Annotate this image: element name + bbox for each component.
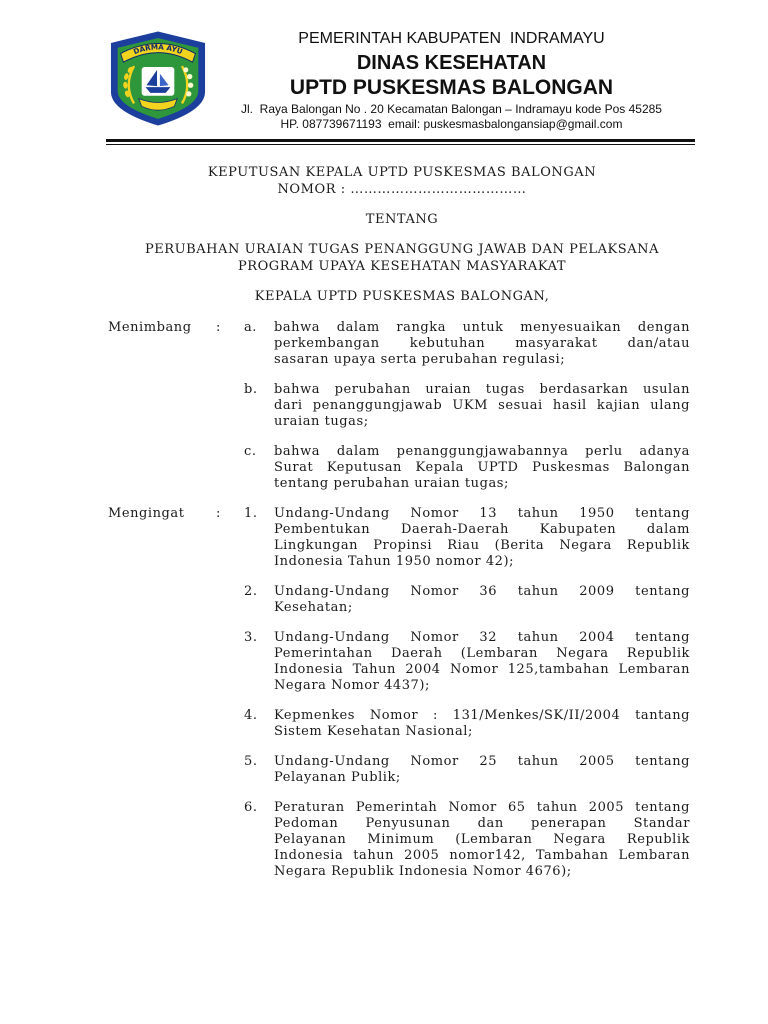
item-marker: b. [244,382,258,397]
colon-spacer [216,754,244,786]
item-marker: 6. [244,800,258,815]
logo-cotton-boll [186,91,191,96]
colon-spacer [216,382,244,430]
item-line: sasaran upaya serta perubahan regulasi; [274,352,566,367]
unit-name: UPTD PUSKESMAS BALONGAN [289,76,614,99]
item-line: Undang-Undang Nomor 13 tahun 1950 tentang [274,506,690,521]
item-text [274,630,690,694]
label-spacer [108,800,216,880]
decree-issuer: KEPALA UPTD PUSKESMAS BALONGAN, [254,289,550,304]
legal-basis-item [108,754,690,786]
item-line: bahwa perubahan uraian tugas berdasarkan usulan [274,382,690,397]
legal-basis-item [108,800,690,880]
item-line: Undang-Undang Nomor 36 tahun 2009 tentang [274,584,690,599]
colon-spacer [216,708,244,740]
colon-spacer [216,584,244,616]
item-line: Pelayanan Publik; [274,770,401,785]
item-line: Undang-Undang Nomor 32 tahun 2004 tentang [274,630,690,645]
item-line: bahwa dalam penanggungjawabannya perlu adanya [274,444,690,459]
item-marker: c. [244,444,257,459]
agency-name: DINAS KESEHATAN [356,52,547,74]
item-line: Pelayanan Minimum (Lembaran Negara Republik [274,832,690,847]
decree-about-heading: TENTANG [365,212,439,227]
logo-cotton-boll [188,83,193,88]
colon-spacer [216,444,244,492]
considering-item [108,382,690,430]
decree-title: KEPUTUSAN KEPALA UPTD PUSKESMAS BALONGAN [207,165,597,180]
item-line: Undang-Undang Nomor 25 tahun 2005 tentang [274,754,690,769]
considering-item [108,444,690,492]
item-line: Pembentukan Daerah-Daerah Kabupaten dalam [274,522,690,537]
section-label: Mengingat [108,506,185,521]
decree-subject-line: PROGRAM UPAYA KESEHATAN MASYARAKAT [237,259,567,274]
item-line: Negara Republik Indonesia Nomor 4676); [274,864,572,879]
label-spacer [108,584,216,616]
item-text [274,320,690,368]
item-text [274,444,690,492]
item-line: Indonesia tahun 2005 nomor142, Tambahan Lembaran [274,848,690,863]
item-line: Lingkungan Propinsi Riau (Berita Negara Republik [274,538,690,553]
label-spacer [108,708,216,740]
item-line: tentang perubahan uraian tugas; [274,476,509,491]
logo-ribbon-textpath: DARMA AYU [132,42,184,57]
item-marker: 1. [244,506,258,521]
letterhead-rule [106,139,695,145]
item-line: Negara Nomor 4437); [274,678,430,693]
decree-subject [106,241,698,275]
item-marker: 5. [244,754,258,769]
legal-basis-item [108,506,690,570]
item-line: Sistem Kesehatan Nasional; [274,724,473,739]
legal-basis-item [108,630,690,694]
item-text [274,382,690,430]
item-text [274,506,690,570]
regency-emblem-logo [110,30,206,127]
item-text [274,584,690,616]
item-text [274,754,690,786]
contact-line: HP. 087739671193 email: puskesmasbalongansiap@gmail.com [280,117,623,131]
section-colon: : [216,506,221,521]
item-line: Surat Keputusan Kepala UPTD Puskesmas Balongan [274,460,690,475]
legal-basis-item [108,584,690,616]
decree-number: NOMOR : ………………………………… [277,182,527,197]
section-label: Menimbang [108,320,192,335]
item-line: Pedoman Penyusunan dan penerapan Standar [274,816,690,831]
label-spacer [108,444,216,492]
colon-spacer [216,630,244,694]
item-line: Kepmenkes Nomor : 131/Menkes/SK/II/2004 tantang [274,708,690,723]
item-line: Pemerintahan Daerah (Lembaran Negara Republik [274,646,690,661]
item-marker: 2. [244,584,258,599]
section-colon: : [216,320,221,335]
item-line: Peraturan Pemerintah Nomor 65 tahun 2005 tentang [274,800,690,815]
logo-cotton-boll [183,67,188,72]
item-line: Kesehatan; [274,600,353,615]
legal-basis-item [108,708,690,740]
address-line: Jl. Raya Balongan No . 20 Kecamatan Balongan – Indramayu kode Pos 45285 [241,102,662,116]
label-spacer [108,382,216,430]
colon-spacer [216,800,244,880]
item-text [274,708,690,740]
item-marker: a. [244,320,257,335]
government-name: PEMERINTAH KABUPATEN INDRAMAYU [298,30,605,47]
decree-subject-line: PERUBAHAN URAIAN TUGAS PENANGGUNG JAWAB DAN PELAKSANA [144,242,660,257]
logo-cotton-boll [187,74,192,79]
item-line: perkembangan kebutuhan masyarakat dan/atau [274,336,690,351]
item-line: Indonesia Tahun 2004 Nomor 125,tambahan Lembaran [274,662,690,677]
item-marker: 4. [244,708,258,723]
decree-sections [108,320,690,894]
label-spacer [108,754,216,786]
label-spacer [108,630,216,694]
item-line: uraian tugas; [274,414,369,429]
item-text [274,800,690,880]
considering-item [108,320,690,368]
item-line: dari penanggungjawab UKM sesuai hasil kajian ulang [274,398,690,413]
item-line: bahwa dalam rangka untuk menyesuaikan dengan [274,320,690,335]
item-marker: 3. [244,630,258,645]
item-line: Indonesia Tahun 1950 nomor 42); [274,554,515,569]
